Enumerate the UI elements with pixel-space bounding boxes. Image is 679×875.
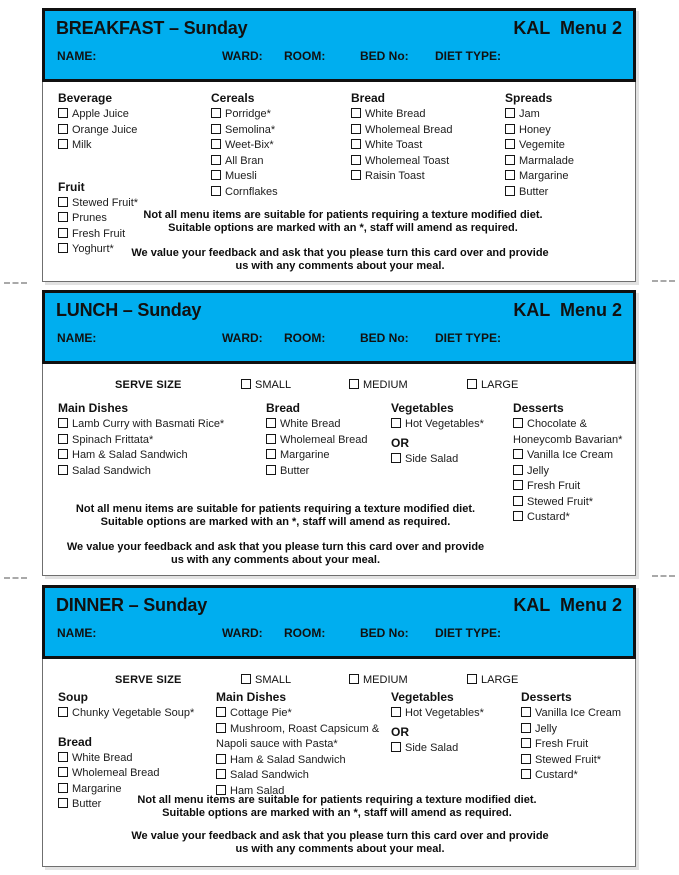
checkbox[interactable] [505, 186, 515, 196]
menu-section [58, 91, 208, 154]
checkbox[interactable] [211, 186, 221, 196]
checkbox[interactable] [216, 707, 226, 717]
room-field-label: ROOM: [284, 626, 326, 640]
checkbox[interactable] [58, 449, 68, 459]
menu-code-label: KAL Menu 2 [513, 18, 622, 38]
menu-item: Vegemite [505, 138, 631, 154]
note-line: We value your feedback and ask that you please turn this card over and provide [66, 541, 485, 553]
menu-item: Jam [505, 107, 631, 123]
checkbox[interactable] [211, 155, 221, 165]
section-title: Beverage [58, 91, 113, 105]
checkbox[interactable] [351, 124, 361, 134]
menu-item: White Bread [351, 107, 501, 123]
checkbox[interactable] [266, 449, 276, 459]
menu-item: Milk [58, 138, 208, 154]
menu-item: Jelly [513, 464, 631, 480]
checkbox[interactable] [58, 418, 68, 428]
serve-option-large [467, 674, 518, 686]
menu-column [513, 401, 631, 526]
menu-section [391, 690, 509, 722]
serve-option-label: SMALL [255, 674, 292, 686]
menu-column [58, 401, 264, 479]
checkbox[interactable] [521, 769, 531, 779]
checkbox[interactable] [391, 453, 401, 463]
serve-option-label: LARGE [481, 674, 519, 686]
menu-column [211, 91, 351, 200]
checkbox[interactable] [505, 155, 515, 165]
checkbox[interactable] [266, 465, 276, 475]
menu-item: All Bran [211, 154, 351, 170]
note-line: We value your feedback and ask that you please turn this card over and provide [131, 247, 549, 259]
menu-item: Side Salad [391, 452, 509, 468]
menu-item: Wholemeal Toast [351, 154, 501, 170]
menu-section [391, 436, 509, 468]
menu-item: Vanilla Ice Cream [521, 706, 633, 722]
menu-item: Stewed Fruit* [513, 495, 631, 511]
menu-item: Orange Juice [58, 123, 208, 139]
menu-item: Salad Sandwich [216, 768, 388, 784]
checkbox[interactable] [266, 434, 276, 444]
feedback-note [58, 541, 493, 567]
serve-option-small [241, 379, 291, 391]
checkbox[interactable] [521, 754, 531, 764]
card-title: BREAKFAST – Sunday [56, 18, 248, 38]
texture-diet-note [106, 794, 568, 820]
menu-item: White Toast [351, 138, 501, 154]
menu-item: Yoghurt* [58, 242, 208, 258]
note-line: We value your feedback and ask that you please turn this card over and provide [131, 830, 549, 842]
cut-mark [4, 577, 27, 579]
menu-section [58, 401, 264, 479]
lunch-card-header [42, 290, 636, 364]
note-line: Suitable options are marked with an *, staff will amend as required. [168, 222, 518, 234]
menu-item: Semolina* [211, 123, 351, 139]
menu-section [521, 690, 633, 784]
serve-option-large [467, 379, 518, 391]
section-title: Soup [58, 690, 88, 704]
checkbox[interactable] [521, 707, 531, 717]
serve-option-label: SMALL [255, 379, 292, 391]
menu-item: Ham & Salad Sandwich [216, 753, 388, 769]
checkbox[interactable] [513, 480, 523, 490]
checkbox[interactable] [467, 379, 477, 389]
checkbox[interactable] [216, 754, 226, 764]
menu-item: Weet-Bix* [211, 138, 351, 154]
section-title: Bread [58, 734, 93, 749]
checkbox[interactable] [58, 139, 68, 149]
menu-item: Ham Salad [216, 784, 388, 800]
checkbox[interactable] [349, 379, 359, 389]
menu-item: Ham & Salad Sandwich [58, 448, 264, 464]
menu-item: Vanilla Ice Cream [513, 448, 631, 464]
feedback-note [63, 247, 617, 273]
diet-type-field-label: DIET TYPE: [435, 49, 502, 63]
checkbox[interactable] [216, 785, 226, 795]
menu-item: Salad Sandwich [58, 464, 264, 480]
checkbox[interactable] [505, 170, 515, 180]
menu-item: Chunky Vegetable Soup* [58, 706, 214, 722]
menu-item: White Bread [58, 751, 214, 767]
checkbox[interactable] [211, 124, 221, 134]
note-line: Suitable options are marked with an *, staff will amend as required. [162, 807, 512, 819]
checkbox[interactable] [513, 418, 523, 428]
menu-column [216, 690, 388, 799]
section-title: Spreads [505, 91, 553, 105]
menu-column [351, 91, 501, 185]
menu-item: Cottage Pie* [216, 706, 388, 722]
cut-mark [652, 575, 675, 577]
serve-size-label: SERVE SIZE [115, 674, 182, 686]
menu-item: Mushroom, Roast Capsicum & Napoli sauce with Pasta* [216, 722, 380, 750]
lunch-card [42, 290, 636, 576]
section-title: Bread [351, 91, 386, 105]
menu-item: Apple Juice [58, 107, 208, 123]
section-title: Vegetables [391, 690, 454, 704]
menu-item: Cornflakes [211, 185, 351, 201]
cut-mark [652, 280, 675, 282]
menu-section [505, 91, 631, 200]
checkbox[interactable] [241, 674, 251, 684]
menu-item: Butter [505, 185, 631, 201]
menu-section [216, 690, 388, 799]
texture-diet-note [93, 209, 593, 235]
breakfast-card [42, 8, 636, 282]
section-title: Vegetables [391, 401, 454, 415]
checkbox[interactable] [351, 139, 361, 149]
menu-section [266, 401, 388, 479]
note-line: us with any comments about your meal. [235, 260, 445, 272]
name-field-label: NAME: [57, 626, 97, 640]
menu-item: Margarine [505, 169, 631, 185]
checkbox[interactable] [351, 155, 361, 165]
texture-diet-note [58, 503, 493, 529]
diet-type-field-label: DIET TYPE: [435, 331, 502, 345]
section-title: Desserts [513, 401, 564, 415]
checkbox[interactable] [216, 723, 226, 733]
note-line: Not all menu items are suitable for patients requiring a texture modified diet. [75, 503, 476, 515]
section-title: OR [391, 724, 409, 739]
checkbox[interactable] [58, 124, 68, 134]
note-line: us with any comments about your meal. [235, 843, 445, 855]
bed-no-field-label: BED No: [360, 49, 409, 63]
menu-item: Fresh Fruit [513, 479, 631, 495]
menu-column [266, 401, 388, 479]
menu-column [391, 690, 509, 756]
menu-item: Wholemeal Bread [58, 766, 214, 782]
checkbox[interactable] [505, 108, 515, 118]
section-title: Main Dishes [58, 401, 129, 415]
menu-item: Wholemeal Bread [351, 123, 501, 139]
serve-size-row [43, 674, 635, 688]
checkbox[interactable] [58, 783, 68, 793]
menu-item: Stewed Fruit* [58, 196, 208, 212]
section-title: OR [391, 435, 409, 450]
section-title: Main Dishes [216, 690, 287, 704]
section-title: Desserts [521, 690, 572, 704]
menu-item: Fresh Fruit [521, 737, 633, 753]
menu-item: Stewed Fruit* [521, 753, 633, 769]
menu-section [391, 725, 509, 757]
menu-item: Hot Vegetables* [391, 417, 509, 433]
ward-field-label: WARD: [222, 49, 263, 63]
checkbox[interactable] [58, 707, 68, 717]
checkbox[interactable] [58, 228, 68, 238]
room-field-label: ROOM: [284, 331, 326, 345]
menu-item: Margarine [58, 782, 214, 798]
checkbox[interactable] [467, 674, 477, 684]
cut-mark [4, 282, 27, 284]
menu-item: Side Salad [391, 741, 509, 757]
checkbox[interactable] [521, 738, 531, 748]
menu-item: Butter [266, 464, 388, 480]
bed-no-field-label: BED No: [360, 626, 409, 640]
serve-option-label: MEDIUM [363, 379, 408, 391]
menu-section [351, 91, 501, 185]
menu-item: Custard* [513, 510, 631, 526]
menu-item: Porridge* [211, 107, 351, 123]
menu-item: Margarine [266, 448, 388, 464]
bed-no-field-label: BED No: [360, 331, 409, 345]
checkbox[interactable] [351, 108, 361, 118]
card-title: DINNER – Sunday [56, 595, 208, 615]
serve-option-medium [349, 379, 408, 391]
menu-item: Spinach Frittata* [58, 433, 264, 449]
serve-option-medium [349, 674, 408, 686]
checkbox[interactable] [521, 723, 531, 733]
name-field-label: NAME: [57, 331, 97, 345]
menu-item: Honey [505, 123, 631, 139]
checkbox[interactable] [58, 212, 68, 222]
menu-item: Muesli [211, 169, 351, 185]
checkbox[interactable] [216, 769, 226, 779]
menu-item: Hot Vegetables* [391, 706, 509, 722]
checkbox[interactable] [58, 798, 68, 808]
checkbox[interactable] [58, 197, 68, 207]
section-title: Fruit [58, 179, 85, 194]
checkbox[interactable] [513, 465, 523, 475]
ward-field-label: WARD: [222, 626, 263, 640]
menu-item: Wholemeal Bread [266, 433, 388, 449]
checkbox[interactable] [211, 108, 221, 118]
checkbox[interactable] [58, 752, 68, 762]
menu-item: Fresh Fruit [58, 227, 208, 243]
checkbox[interactable] [211, 170, 221, 180]
checkbox[interactable] [58, 465, 68, 475]
note-line: Not all menu items are suitable for patients requiring a texture modified diet. [137, 794, 537, 806]
menu-section [391, 401, 509, 433]
menu-item: Jelly [521, 722, 633, 738]
serve-size-row [43, 379, 635, 393]
menu-item: Butter [58, 797, 214, 813]
ward-field-label: WARD: [222, 331, 263, 345]
room-field-label: ROOM: [284, 49, 326, 63]
checkbox[interactable] [513, 496, 523, 506]
note-line: us with any comments about your meal. [170, 554, 381, 566]
checkbox[interactable] [241, 379, 251, 389]
menu-item: Custard* [521, 768, 633, 784]
feedback-note [63, 830, 617, 856]
menu-item: White Bread [266, 417, 388, 433]
checkbox[interactable] [58, 108, 68, 118]
checkbox[interactable] [266, 418, 276, 428]
checkbox[interactable] [513, 511, 523, 521]
name-field-label: NAME: [57, 49, 97, 63]
serve-size-label: SERVE SIZE [115, 379, 182, 391]
card-title: LUNCH – Sunday [56, 300, 202, 320]
checkbox[interactable] [211, 139, 221, 149]
section-title: Bread [266, 401, 301, 415]
serve-option-small [241, 674, 291, 686]
menu-column [521, 690, 633, 784]
checkbox[interactable] [513, 449, 523, 459]
menu-item: Lamb Curry with Basmati Rice* [58, 417, 264, 433]
serve-option-label: LARGE [481, 379, 519, 391]
checkbox[interactable] [351, 170, 361, 180]
menu-code-label: KAL Menu 2 [513, 595, 622, 615]
diet-type-field-label: DIET TYPE: [435, 626, 502, 640]
breakfast-card-header [42, 8, 636, 82]
checkbox[interactable] [391, 742, 401, 752]
menu-item: Marmalade [505, 154, 631, 170]
menu-column [391, 401, 509, 467]
checkbox[interactable] [505, 139, 515, 149]
checkbox[interactable] [505, 124, 515, 134]
dinner-card [42, 585, 636, 867]
checkbox[interactable] [391, 418, 401, 428]
checkbox[interactable] [58, 767, 68, 777]
menu-section [211, 91, 351, 200]
serve-option-label: MEDIUM [363, 674, 408, 686]
section-title: Cereals [211, 91, 255, 105]
note-line: Suitable options are marked with an *, staff will amend as required. [100, 516, 451, 528]
dinner-card-header [42, 585, 636, 659]
menu-column [505, 91, 631, 200]
menu-item: Chocolate & Honeycomb Bavarian* [513, 418, 623, 446]
checkbox[interactable] [58, 434, 68, 444]
menu-section [58, 690, 214, 722]
note-line: Not all menu items are suitable for patients requiring a texture modified diet. [143, 209, 543, 221]
menu-item: Prunes [58, 211, 208, 227]
menu-code-label: KAL Menu 2 [513, 300, 622, 320]
checkbox[interactable] [391, 707, 401, 717]
menu-item: Raisin Toast [351, 169, 501, 185]
menu-section [513, 401, 631, 526]
checkbox[interactable] [349, 674, 359, 684]
